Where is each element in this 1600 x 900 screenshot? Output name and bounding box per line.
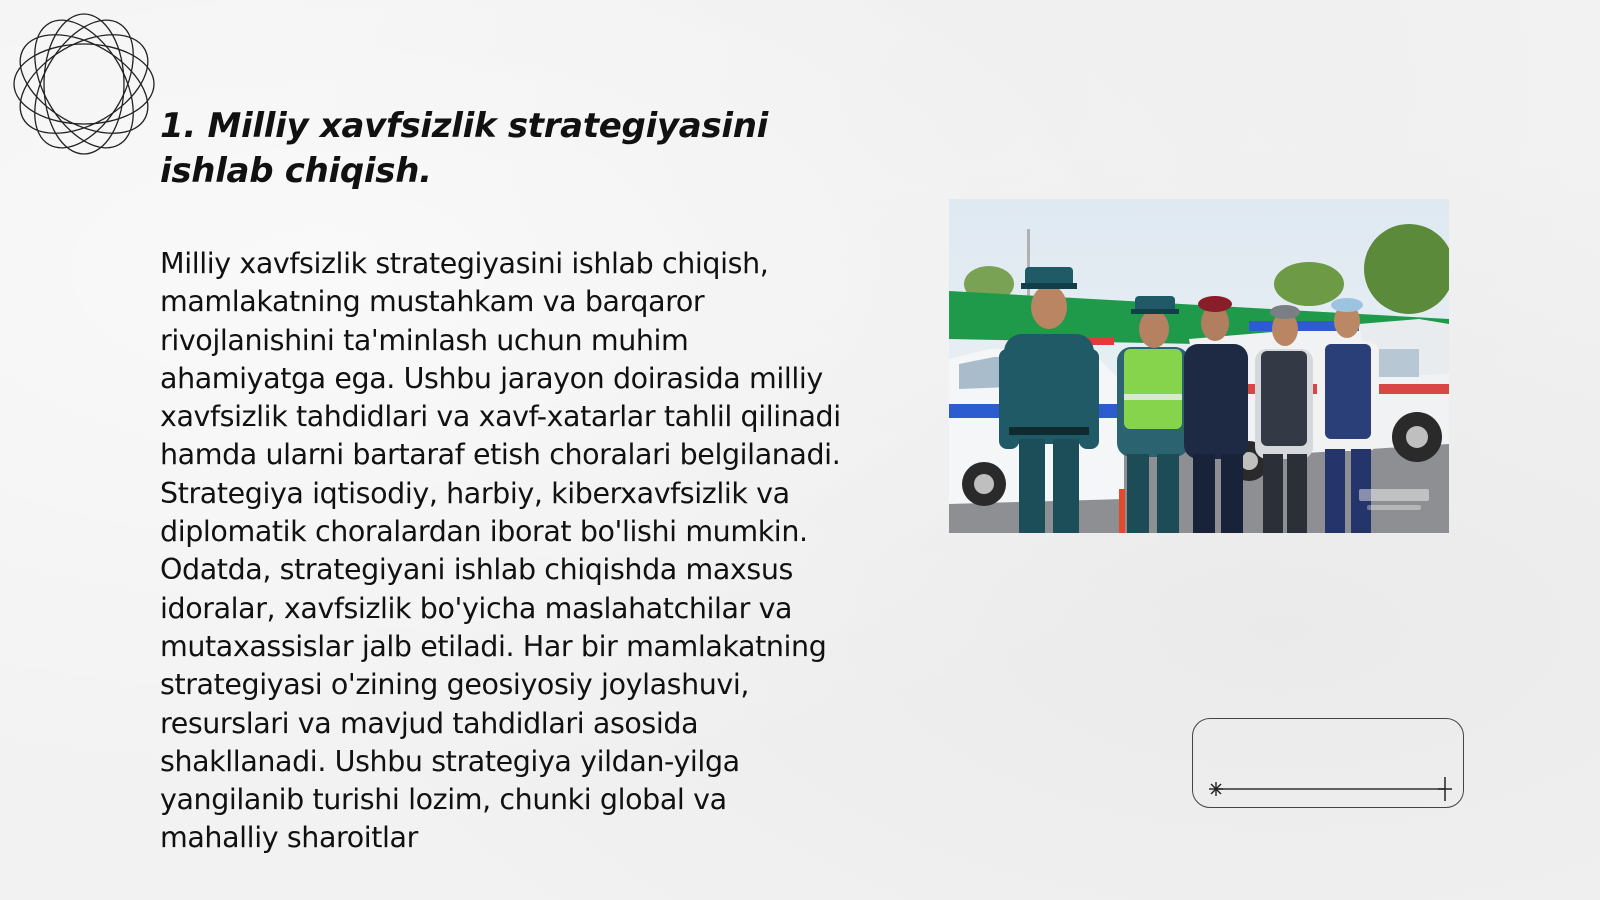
slide-title: 1. Milliy xavfsizlik strategiyasini ishlab chiqish. xyxy=(160,106,768,191)
police-officers-photo xyxy=(949,199,1449,533)
cross-star-icon xyxy=(1438,777,1452,801)
orbit-rings-icon xyxy=(10,10,158,158)
sparkle-icon xyxy=(1209,782,1223,796)
decorative-slider xyxy=(1192,718,1464,808)
body-paragraph: Milliy xavfsizlik strategiyasini ishlab chiqish, mamlakatning mustahkam va barqaror rivojlanishini ta'minlash uchun muhim ahamiyatga ega. Ushbu jarayon doirasida milliy xavfsizlik tahdidlari va xavf-xatarlar tahlil qilinadi hamda ularni bartaraf etish choralari belgilanadi. Strategiya iqtisodiy, harbiy, kiberxavfsizlik va diplomatik choralardan iborat bo'lishi mumkin. Odatda, strategiyani ishlab chiqishda maxsus idoralar, xavfsizlik bo'yicha maslahatchilar va mutaxassislar jalb etiladi. Har bir mamlakatning strategiyasi o'zining geosiyosiy joylashuvi, resurslari va mavjud tahdidlari asosida shakllanadi. Ushbu strategiya yildan-yilga yangilanib turishi lozim, chunki global va mahalliy sharoitlar xyxy=(160,247,841,855)
